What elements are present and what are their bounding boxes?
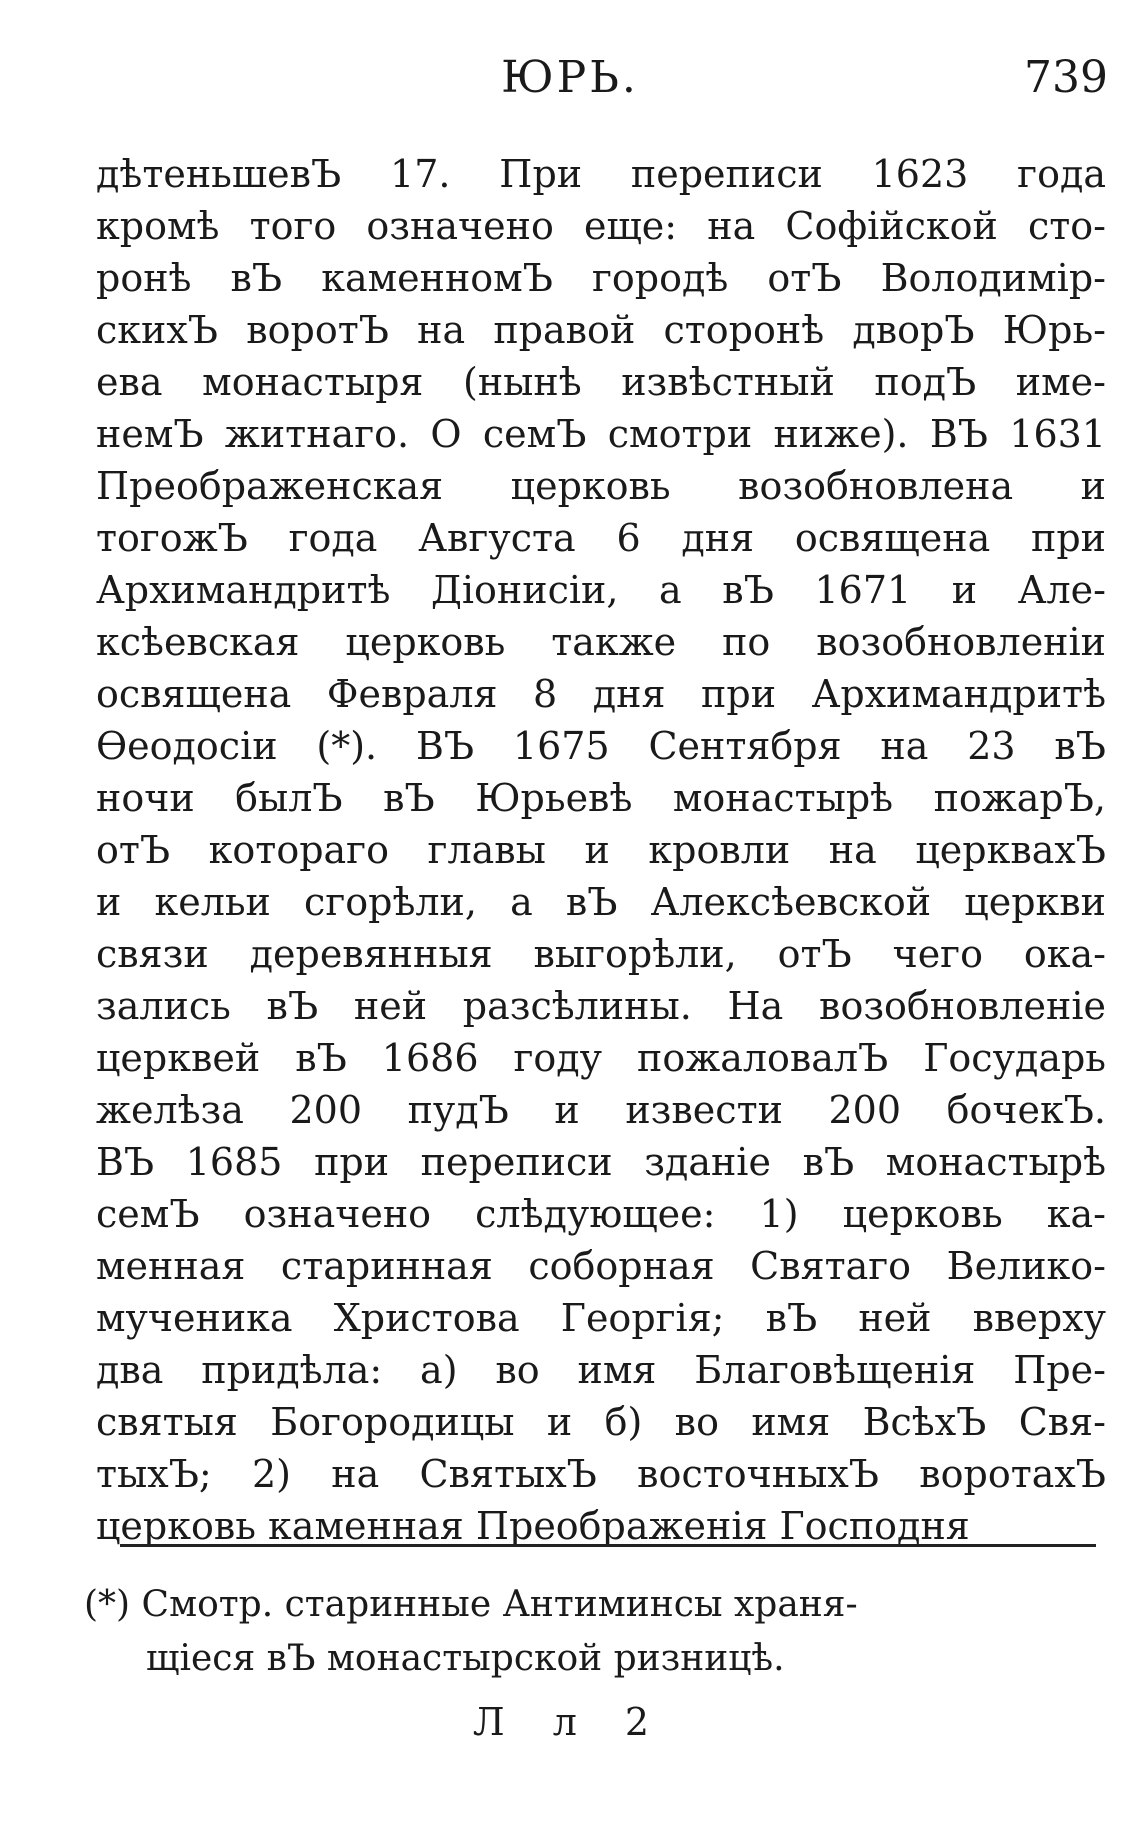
text-line: Преображенская церковь возобновлена и [96, 464, 1106, 508]
text-line: Өеодосiи (*). ВЪ 1675 Сентября на 23 вЪ [96, 724, 1106, 768]
text-line: и кельи сгорѣли, а вЪ Алексѣевской церкви [96, 880, 1106, 924]
text-line: семЪ означено слѣдующее: 1) церковь ка- [96, 1192, 1106, 1236]
signature-mark: Л л 2 [472, 1700, 668, 1744]
text-line: отЪ котораго главы и кровли на церквахЪ [96, 828, 1106, 872]
text-line: ронѣ вЪ каменномЪ городѣ отЪ Володимiр- [96, 256, 1106, 300]
text-line: два придѣла: а) во имя Благовѣщенiя Пре- [96, 1348, 1106, 1392]
text-line: немЪ житнаго. О семЪ смотри ниже). ВЪ 1631 [96, 412, 1106, 456]
text-line: зались вЪ ней разсѣлины. На возобновленiе [96, 984, 1106, 1028]
text-line: ВЪ 1685 при переписи зданiе вЪ монастырѣ [96, 1140, 1106, 1184]
text-line: дѣтеньшевЪ 17. При переписи 1623 года [96, 152, 1106, 196]
text-line: ева монастыря (нынѣ извѣстный подЪ име- [96, 360, 1106, 404]
text-line: кромѣ того означено еще: на Софiйской сто- [96, 204, 1106, 248]
text-line: ночи былЪ вЪ Юрьевѣ монастырѣ пожарЪ, [96, 776, 1106, 820]
text-line: Архимандритѣ Дiонисiи, а вЪ 1671 и Але- [96, 568, 1106, 612]
text-line: церквей вЪ 1686 году пожаловалЪ Государь [96, 1036, 1106, 1080]
page-header [0, 52, 1140, 122]
text-line: тыхЪ; 2) на СвятыхЪ восточныхЪ воротахЪ [96, 1452, 1106, 1496]
text-line: церковь каменная Преображенiя Господня [96, 1504, 970, 1548]
running-head: ЮРЬ. [501, 52, 639, 103]
text-line: мученика Христова Георгiя; вЪ ней вверху [96, 1296, 1106, 1340]
page-number: 739 [1024, 52, 1108, 103]
text-line: тогожЪ года Августа 6 дня освящена при [96, 516, 1106, 560]
footnote-rule [120, 1544, 1096, 1547]
body-text [96, 148, 1106, 1552]
text-line: освящена Февраля 8 дня при Архимандритѣ [96, 672, 1106, 716]
footnote [84, 1578, 1094, 1686]
footnote-line: (*) Смотр. старинные Антиминсы храня- [84, 1584, 858, 1625]
text-line: скихЪ воротЪ на правой сторонѣ дворЪ Юрь- [96, 308, 1106, 352]
text-line: святыя Богородицы и б) во имя ВсѣхЪ Свя- [96, 1400, 1106, 1444]
footnote-line: щiеся вЪ монастырской ризницѣ. [146, 1638, 785, 1679]
text-line: связи деревянныя выгорѣли, отЪ чего ока- [96, 932, 1106, 976]
text-line: желѣза 200 пудЪ и извести 200 бочекЪ. [96, 1088, 1106, 1132]
text-line: менная старинная соборная Святаго Велико- [96, 1244, 1106, 1288]
text-line: ксѣевская церковь также по возобновленiи [96, 620, 1106, 664]
